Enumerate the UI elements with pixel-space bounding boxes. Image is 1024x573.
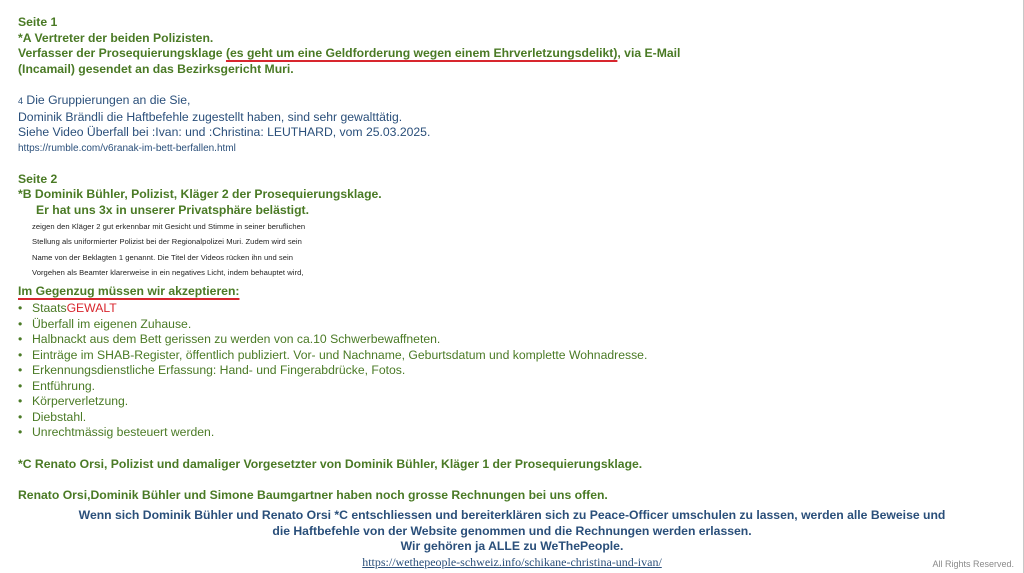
note-number: 4: [18, 96, 24, 106]
closing-line-2: die Haftbefehle von der Website genommen und die Rechnungen werden erlassen.: [272, 523, 752, 538]
a-line-1: *A Vertreter der beiden Polizisten.: [18, 30, 214, 45]
list-item-red: GEWALT: [66, 301, 117, 316]
excerpt-line-3: Name von der Beklagten 1 genannt. Die Titel der Videos rücken ihn und sein: [32, 252, 294, 262]
page2-heading: Seite 2: [18, 171, 58, 186]
b-line-1: *B Dominik Bühler, Polizist, Kläger 2 der Prosequierungsklage.: [18, 187, 382, 201]
list-item: • Unrechtmässig besteuert werden.: [18, 425, 1008, 441]
list-item-prefix: Staats: [32, 301, 67, 316]
list-item: • Körperverletzung.: [18, 394, 1008, 410]
open-bills-line: Renato Orsi,Dominik Bühler und Simone Baumgartner haben noch grosse Rechnungen bei uns offen.: [18, 488, 608, 503]
spacer: [18, 472, 1008, 488]
excerpt-line-4: Vorgehen als Beamter klarerweise in ein negatives Licht, indem behauptet wird,: [32, 268, 304, 278]
page1-heading: Seite 1: [18, 15, 58, 29]
list-item: • Halbnackt aus dem Bett gerissen zu werden von ca.10 Schwerbewaffneten.: [18, 332, 1008, 348]
list-item: • Erkennungsdienstliche Erfassung: Hand- und Fingerabdrücke, Fotos.: [18, 363, 1008, 379]
closing-line-1: Wenn sich Dominik Bühler und Renato Orsi *C entschliessen und bereiterklären sich zu Peace-Officer umschulen zu lassen, werden alle Beweise und: [78, 508, 946, 522]
note-line-1-text: Die Gruppierungen an die Sie,: [23, 93, 191, 107]
note-line-2: Dominik Brändli die Haftbefehle zugestellt haben, sind sehr gewalttätig.: [18, 109, 403, 124]
list-item: • Diebstahl.: [18, 410, 1008, 426]
closing-block: [0, 508, 1024, 570]
excerpt-block: [18, 219, 1008, 281]
rights-notice: All Rights Reserved.: [932, 559, 1014, 569]
list-item: • Einträge im SHAB-Register, öffentlich publiziert. Vor- und Nachname, Geburtsdatum und komplette Wohnadresse.: [18, 348, 1008, 364]
a-line-3: (Incamail) gesendet an das Bezirksgericht Muri.: [18, 61, 294, 76]
a-line-2-underlined: (es geht um eine Geldforderung wegen einem Ehrverletzungsdelikt): [225, 46, 618, 60]
spacer: [18, 77, 1008, 93]
document-body: [18, 15, 1008, 504]
list-item: [18, 301, 1008, 317]
c-line: *C Renato Orsi, Polizist und damaliger Vorgesetzter von Dominik Bühler, Kläger 1 der Prosequierungsklage.: [18, 456, 643, 471]
note-line-3: Siehe Video Überfall bei :Ivan: und :Christina: LEUTHARD, vom 25.03.2025.: [18, 125, 431, 139]
excerpt-line-2: Stellung als uniformierter Polizist bei der Regionalpolizei Muri. Zudem wird sein: [32, 237, 302, 247]
spacer: [18, 441, 1008, 457]
spacer: [18, 156, 1008, 172]
video-link[interactable]: https://rumble.com/v6ranak-im-bett-berfallen.html: [18, 142, 236, 154]
list-item: • Überfall im eigenen Zuhause.: [18, 317, 1008, 333]
closing-line-3: Wir gehören ja ALLE zu WeThePeople.: [400, 539, 624, 553]
note-line-1: [18, 93, 1008, 110]
b-line-2: Er hat uns 3x in unserer Privatsphäre belästigt.: [36, 202, 309, 217]
excerpt-line-1: zeigen den Kläger 2 gut erkennbar mit Gesicht und Stimme in seiner beruflichen: [32, 222, 306, 231]
gegenzug-heading: Im Gegenzug müssen wir akzeptieren:: [18, 283, 240, 298]
consequences-list: [18, 301, 1008, 441]
website-link[interactable]: https://wethepeople-schweiz.info/schikane-christina-und-ivan/: [362, 554, 662, 569]
a-line-2-post: , via E-Mail: [617, 46, 681, 60]
list-item: • Entführung.: [18, 379, 1008, 395]
a-line-2: [18, 46, 1008, 62]
a-line-2-pre: Verfasser der Prosequierungsklage: [18, 46, 226, 60]
